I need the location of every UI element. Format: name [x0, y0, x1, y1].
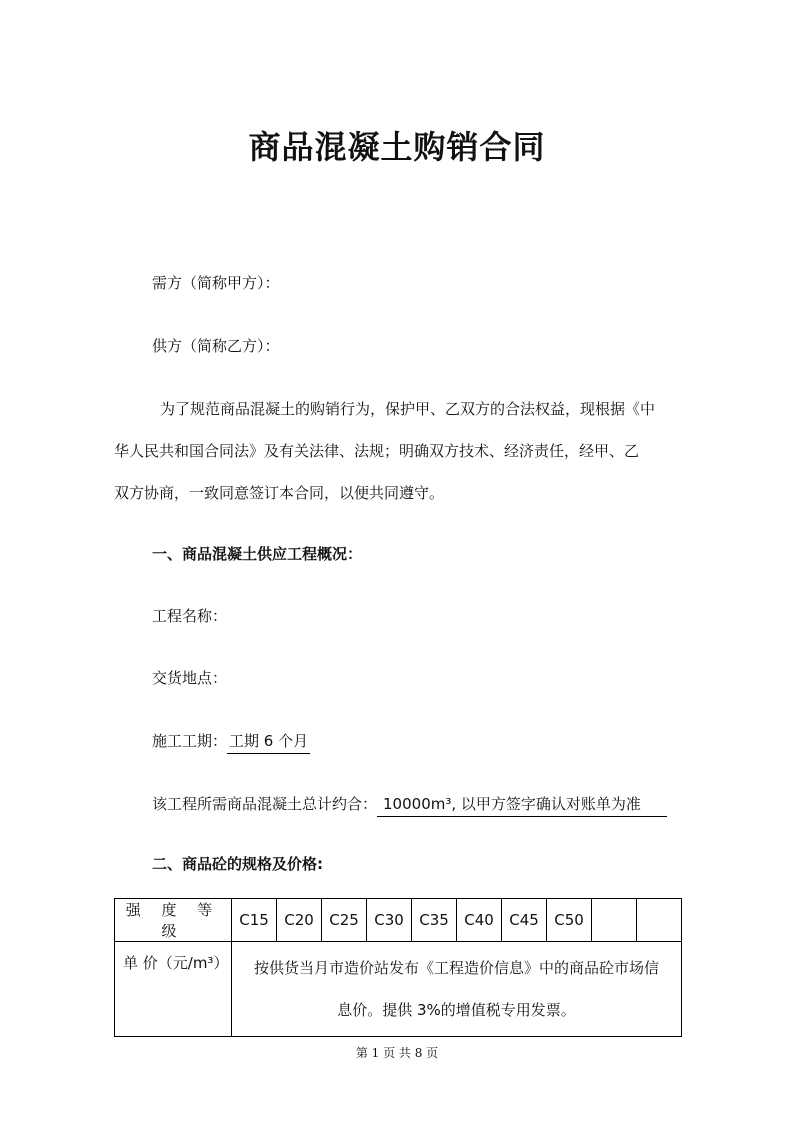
construction-period-row [152, 730, 310, 754]
grade-cell: C15 [232, 899, 277, 942]
construction-period-value: 工期 6 个月 [227, 730, 310, 754]
grade-cell: C40 [457, 899, 502, 942]
grade-label-cell: 强 度 等 级 [115, 899, 232, 942]
price-description-line-2: 息价。提供 3%的增值税专用发票。 [337, 1001, 576, 1019]
intro-line-2: 华人民共和国合同法》及有关法律、法规；明确双方技术、经济责任，经甲、乙 [114, 442, 640, 460]
price-label-cell: 单 价（元/m³） [115, 942, 232, 1037]
grade-row [115, 899, 682, 942]
price-description-cell [232, 942, 682, 1037]
grade-cell: C45 [502, 899, 547, 942]
price-row [115, 942, 682, 1037]
grade-cell: C30 [367, 899, 412, 942]
section-2-title: 二、商品砼的规格及价格: [152, 855, 323, 873]
spec-price-table [114, 898, 682, 1037]
page-footer: 第 1 页 共 8 页 [355, 1046, 439, 1060]
grade-cell: C50 [547, 899, 592, 942]
intro-line-1: 为了规范商品混凝土的购销行为，保护甲、乙双方的合法权益，现根据《中 [160, 400, 656, 418]
grade-cell [637, 899, 682, 942]
buyer-label: 需方（简称甲方）： [152, 274, 280, 292]
grade-cell [592, 899, 637, 942]
delivery-location-label: 交货地点： [152, 669, 228, 687]
grade-cell: C20 [277, 899, 322, 942]
construction-period-label: 施工工期： [152, 732, 228, 750]
document-title: 商品混凝土购销合同 [248, 128, 546, 166]
seller-label: 供方（简称乙方）： [152, 337, 280, 355]
project-name-label: 工程名称： [152, 607, 228, 625]
grade-cell: C25 [322, 899, 367, 942]
price-description-line-1: 按供货当月市造价站发布《工程造价信息》中的商品砼市场信 [253, 959, 659, 977]
total-quantity-label: 该工程所需商品混凝土总计约合： [152, 795, 378, 813]
total-quantity-value: 10000m³, 以甲方签字确认对账单为准 [377, 793, 667, 817]
section-1-title: 一、商品混凝土供应工程概况： [152, 545, 363, 563]
total-quantity-row [152, 793, 667, 817]
intro-line-3: 双方协商，一致同意签订本合同，以便共同遵守。 [114, 484, 445, 502]
grade-cell: C35 [412, 899, 457, 942]
